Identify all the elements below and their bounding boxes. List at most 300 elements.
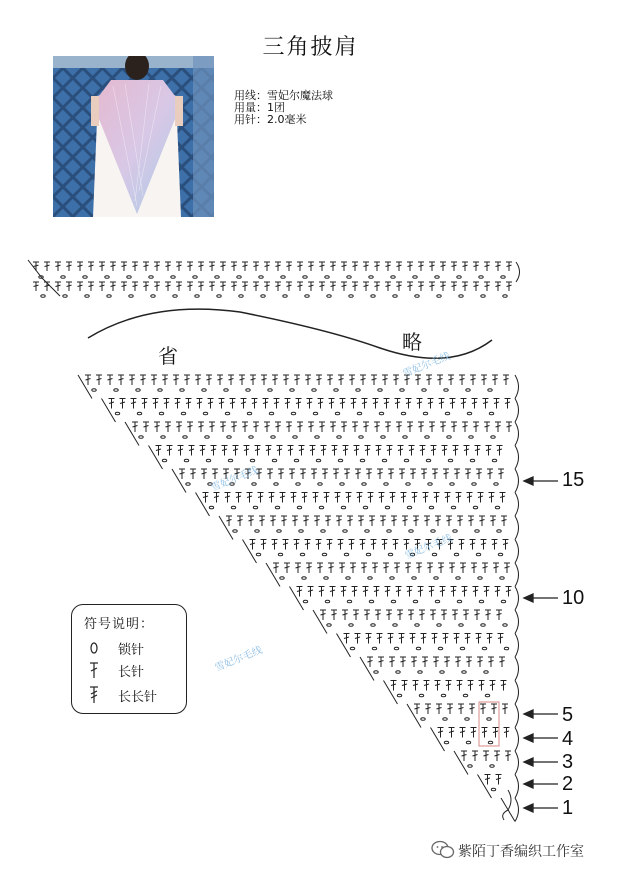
- stitch-double-crochet: [390, 493, 396, 503]
- stitch-double-crochet: [472, 399, 478, 409]
- stitch-chain: [114, 389, 118, 392]
- turning-chain: [515, 657, 519, 681]
- stitch-double-crochet: [198, 282, 204, 291]
- stitch-chain: [338, 459, 342, 462]
- turning-chain: [515, 587, 519, 611]
- stitch-double-crochet: [109, 399, 115, 409]
- stitch-double-crochet: [244, 446, 250, 456]
- stitch-double-crochet: [384, 399, 390, 409]
- stitch-double-crochet: [324, 493, 330, 503]
- stitch-chain: [371, 295, 375, 298]
- stitch-chain: [490, 765, 494, 768]
- stitch-double-crochet: [319, 282, 325, 291]
- stitch-double-crochet: [143, 422, 149, 432]
- stitch-chain: [498, 553, 502, 556]
- stitch-chain: [127, 276, 131, 279]
- stitch-double-crochet: [274, 399, 280, 409]
- stitch-double-crochet: [239, 375, 245, 385]
- stitch-double-crochet: [275, 262, 281, 271]
- stitch-double-crochet: [429, 262, 435, 271]
- stitch-double-crochet: [505, 399, 511, 409]
- stitch-double-crochet: [469, 704, 475, 714]
- stitch-double-crochet: [85, 375, 91, 385]
- stitch-chain: [334, 389, 338, 392]
- stitch-chain: [171, 276, 175, 279]
- stitch-double-crochet: [338, 540, 344, 550]
- stitch-double-crochet: [418, 282, 424, 291]
- stitch-chain: [504, 647, 508, 650]
- stitch-double-crochet: [253, 262, 259, 271]
- stitch-double-crochet: [328, 563, 334, 573]
- stitch-double-crochet: [258, 493, 264, 503]
- stitch-double-crochet: [368, 493, 374, 503]
- stitch-double-crochet: [371, 375, 377, 385]
- stitch-double-crochet: [175, 399, 181, 409]
- stitch-chain: [225, 412, 229, 415]
- stitch-double-crochet: [477, 657, 483, 667]
- stitch-double-crochet: [252, 399, 258, 409]
- stitch-double-crochet: [366, 634, 372, 644]
- stitch-chain: [467, 412, 471, 415]
- stitch-double-crochet: [360, 540, 366, 550]
- stitch-chain: [299, 530, 303, 533]
- legend-title: 符号说明：: [84, 617, 155, 632]
- stitch-chain: [315, 436, 319, 439]
- stitch-chain: [239, 295, 243, 298]
- legend-label: 长针: [118, 665, 145, 680]
- stitch-double-crochet: [465, 634, 471, 644]
- legend-item: [84, 686, 184, 704]
- stitch-double-crochet: [294, 540, 300, 550]
- stitch-double-crochet: [330, 422, 336, 432]
- stitch-double-crochet: [402, 516, 408, 526]
- stitch-double-crochet: [438, 728, 444, 738]
- stitch-chain: [443, 718, 447, 721]
- stitch-chain: [396, 671, 400, 674]
- stitch-double-crochet: [440, 282, 446, 291]
- stitch-chain: [479, 600, 483, 603]
- stitch-double-crochet: [343, 446, 349, 456]
- stitch-double-crochet: [167, 446, 173, 456]
- stitch-double-crochet: [420, 446, 426, 456]
- stitch-chain: [503, 295, 507, 298]
- stitch-double-crochet: [314, 516, 320, 526]
- stitch-chain: [313, 412, 317, 415]
- stitch-double-crochet: [434, 493, 440, 503]
- stitch-chain: [465, 718, 469, 721]
- stitch-double-crochet: [263, 399, 269, 409]
- stitch-chain: [371, 624, 375, 627]
- stitch-double-crochet: [440, 587, 446, 597]
- stitch-double-crochet: [418, 262, 424, 271]
- turning-chain: [515, 563, 519, 587]
- stitch-chain: [394, 647, 398, 650]
- stitch-double-crochet: [391, 516, 397, 526]
- stitch-double-crochet: [305, 540, 311, 550]
- stitch-double-crochet: [351, 399, 357, 409]
- stitch-chain: [488, 741, 492, 744]
- stitch-double-crochet: [261, 540, 267, 550]
- stitch-double-crochet: [341, 282, 347, 291]
- legend-item: [84, 661, 184, 679]
- stitch-chain: [435, 600, 439, 603]
- stitch-chain: [129, 295, 133, 298]
- stitch-chain: [459, 295, 463, 298]
- stitch-double-crochet: [396, 587, 402, 597]
- stitch-double-crochet: [272, 375, 278, 385]
- stitch-double-crochet: [316, 375, 322, 385]
- stitch-double-crochet: [410, 469, 416, 479]
- turning-chain: [515, 422, 519, 446]
- stitch-chain: [374, 671, 378, 674]
- stitch-chain: [139, 436, 143, 439]
- stitch-double-crochet: [154, 282, 160, 291]
- stitch-chain: [453, 530, 457, 533]
- stitch-chain: [272, 459, 276, 462]
- stitch-double-crochet: [374, 587, 380, 597]
- stitch-double-crochet: [484, 587, 490, 597]
- stitch-chain: [357, 412, 361, 415]
- stitch-chain: [151, 295, 155, 298]
- stitch-chain: [422, 389, 426, 392]
- stitch-chain: [415, 624, 419, 627]
- stitch-chain: [365, 530, 369, 533]
- stitch-double-crochet: [377, 469, 383, 479]
- stitch-double-crochet: [380, 516, 386, 526]
- stitch-chain: [246, 389, 250, 392]
- stitch-chain: [435, 276, 439, 279]
- stitch-double-crochet: [99, 262, 105, 271]
- stitch-double-crochet: [372, 563, 378, 573]
- stitch-chain: [136, 389, 140, 392]
- stitch-double-crochet: [66, 282, 72, 291]
- stitch-double-crochet: [280, 493, 286, 503]
- stitch-chain: [463, 694, 467, 697]
- stitch-double-crochet: [416, 563, 422, 573]
- stitch-double-crochet: [121, 262, 127, 271]
- stitch-chain: [441, 694, 445, 697]
- stitch-double-crochet: [495, 587, 501, 597]
- stitch-double-crochet: [450, 399, 456, 409]
- stitch-double-crochet: [399, 469, 405, 479]
- stitch-double-crochet: [220, 282, 226, 291]
- stitch-double-crochet: [208, 399, 214, 409]
- stitch-chain: [233, 530, 237, 533]
- row-arrow: [524, 710, 558, 718]
- stitch-chain: [384, 483, 388, 486]
- stitch-double-crochet: [88, 282, 94, 291]
- stitch-chain: [180, 389, 184, 392]
- stitch-double-crochet: [437, 375, 443, 385]
- stitch-double-crochet: [393, 540, 399, 550]
- stitch-double-crochet: [186, 399, 192, 409]
- stitch-double-crochet: [487, 469, 493, 479]
- stitch-double-crochet: [55, 262, 61, 271]
- stitch-double-crochet: [242, 422, 248, 432]
- stitch-double-crochet: [344, 469, 350, 479]
- stitch-chain: [344, 553, 348, 556]
- stitch-chain: [368, 577, 372, 580]
- stitch-chain: [428, 483, 432, 486]
- omitted-char-2: 略: [402, 330, 422, 354]
- turning-chain: [515, 610, 519, 634]
- symbol-legend: [71, 604, 187, 714]
- stitch-double-crochet: [505, 751, 511, 761]
- stitch-chain: [409, 530, 413, 533]
- amount-line: 用量：1团: [234, 101, 285, 114]
- stitch-double-crochet: [500, 493, 506, 503]
- stitch-double-crochet: [394, 563, 400, 573]
- stitch-double-crochet: [99, 282, 105, 291]
- stitch-double-crochet: [132, 262, 138, 271]
- stitch-double-crochet: [375, 610, 381, 620]
- stitch-chain: [283, 295, 287, 298]
- stitch-double-crochet: [454, 634, 460, 644]
- stitch-double-crochet: [476, 634, 482, 644]
- stitch-chain: [369, 276, 373, 279]
- row-arrow: [524, 594, 558, 602]
- stitch-chain: [437, 295, 441, 298]
- stitch-double-crochet: [436, 704, 442, 714]
- stitch-double-crochet: [385, 587, 391, 597]
- stitch-double-crochet: [187, 282, 193, 291]
- stitch-double-crochet: [481, 540, 487, 550]
- stitch-double-crochet: [451, 587, 457, 597]
- stitch-double-crochet: [294, 375, 300, 385]
- stitch-double-crochet: [341, 262, 347, 271]
- stitch-double-crochet: [449, 728, 455, 738]
- stitch-double-crochet: [317, 563, 323, 573]
- stitch-chain: [413, 276, 417, 279]
- stitch-chain: [382, 459, 386, 462]
- stitch-double-crochet: [415, 375, 421, 385]
- stitch-double-crochet: [369, 516, 375, 526]
- stitch-double-crochet: [382, 540, 388, 550]
- stitch-double-crochet: [121, 282, 127, 291]
- stitch-double-crochet: [457, 681, 463, 691]
- stitch-double-crochet: [358, 516, 364, 526]
- stitch-double-crochet: [506, 282, 512, 291]
- stitch-chain: [237, 276, 241, 279]
- stitch-double-crochet: [264, 282, 270, 291]
- stitch-double-crochet: [355, 634, 361, 644]
- stitch-double-crochet: [247, 493, 253, 503]
- stitch-double-crochet: [438, 563, 444, 573]
- stitch-chain: [491, 788, 495, 791]
- stitch-double-crochet: [459, 375, 465, 385]
- stitch-double-crochet: [502, 704, 508, 714]
- stitch-double-crochet: [336, 516, 342, 526]
- stitch-double-crochet: [377, 634, 383, 644]
- stitch-double-crochet: [413, 516, 419, 526]
- stitch-double-crochet: [209, 422, 215, 432]
- stitch-double-crochet: [409, 446, 415, 456]
- stitch-double-crochet: [461, 399, 467, 409]
- stitch-double-crochet: [473, 282, 479, 291]
- stitch-double-crochet: [360, 375, 366, 385]
- stitch-double-crochet: [446, 681, 452, 691]
- stitch-double-crochet: [379, 493, 385, 503]
- stitch-double-crochet: [219, 399, 225, 409]
- stitch-double-crochet: [307, 399, 313, 409]
- row-label-1: 1: [562, 797, 574, 819]
- stitch-double-crochet: [231, 262, 237, 271]
- stitch-double-crochet: [461, 751, 467, 761]
- turning-chain: [515, 798, 519, 822]
- stitch-chain: [252, 483, 256, 486]
- stitch-double-crochet: [396, 422, 402, 432]
- stitch-chain: [325, 600, 329, 603]
- stitch-double-crochet: [278, 469, 284, 479]
- stitch-double-crochet: [474, 610, 480, 620]
- stitch-double-crochet: [407, 282, 413, 291]
- stitch-double-crochet: [270, 516, 276, 526]
- stitch-chain: [293, 436, 297, 439]
- stitch-chain: [228, 459, 232, 462]
- turning-chain: [515, 751, 519, 775]
- stitch-double-crochet: [165, 422, 171, 432]
- stitch-chain: [347, 600, 351, 603]
- stitch-double-crochet: [385, 262, 391, 271]
- stitch-double-crochet: [162, 375, 168, 385]
- stitch-double-crochet: [492, 540, 498, 550]
- stitch-double-crochet: [107, 375, 113, 385]
- stitch-chain: [494, 483, 498, 486]
- stitch-chain: [305, 295, 309, 298]
- stitch-double-crochet: [209, 262, 215, 271]
- stitch-double-crochet: [425, 704, 431, 714]
- stitch-double-crochet: [457, 516, 463, 526]
- stitch-double-crochet: [494, 751, 500, 761]
- stitch-double-crochet: [308, 262, 314, 271]
- stitch-double-crochet: [462, 262, 468, 271]
- stitch-double-crochet: [118, 375, 124, 385]
- stitch-double-crochet: [396, 282, 402, 291]
- stitch-double-crochet: [338, 375, 344, 385]
- stitch-double-crochet: [493, 728, 499, 738]
- stitch-double-crochet: [388, 469, 394, 479]
- stitch-double-crochet: [206, 375, 212, 385]
- stitch-chain: [500, 577, 504, 580]
- stitch-chain: [425, 436, 429, 439]
- stitch-double-crochet: [407, 262, 413, 271]
- stitch-double-crochet: [291, 493, 297, 503]
- stitch-double-crochet: [503, 540, 509, 550]
- stitch-double-crochet: [397, 610, 403, 620]
- stitch-chain: [255, 530, 259, 533]
- stitch-double-crochet: [391, 681, 397, 691]
- stitch-chain: [107, 295, 111, 298]
- stitch-double-crochet: [464, 446, 470, 456]
- stitch-chain: [379, 412, 383, 415]
- stitch-chain: [193, 276, 197, 279]
- stitch-double-crochet: [330, 587, 336, 597]
- turning-chain: [515, 728, 519, 752]
- stitch-double-crochet: [187, 262, 193, 271]
- stitch-double-crochet: [211, 446, 217, 456]
- stitch-double-crochet: [496, 610, 502, 620]
- turning-chain: [515, 704, 519, 728]
- stitch-double-crochet: [506, 587, 512, 597]
- stitch-double-crochet: [275, 422, 281, 432]
- stitch-double-crochet: [501, 516, 507, 526]
- wechat-icon: [431, 840, 455, 860]
- stitch-double-crochet: [501, 681, 507, 691]
- stitch-chain: [322, 553, 326, 556]
- stitch-double-crochet: [427, 563, 433, 573]
- stitch-chain: [85, 295, 89, 298]
- stitch-double-crochet: [342, 610, 348, 620]
- stitch-double-crochet: [283, 375, 289, 385]
- stitch-chain: [337, 436, 341, 439]
- stitch-double-crochet: [484, 282, 490, 291]
- stitch-chain: [362, 483, 366, 486]
- stitch-double-crochet: [129, 375, 135, 385]
- stitch-double-crochet: [496, 775, 502, 785]
- stitch-double-crochet: [418, 422, 424, 432]
- stitch-double-crochet: [341, 587, 347, 597]
- stitch-double-crochet: [495, 282, 501, 291]
- stitch-double-crochet: [363, 422, 369, 432]
- stitch-double-crochet: [385, 282, 391, 291]
- stitch-double-crochet: [318, 399, 324, 409]
- stitch-chain: [359, 436, 363, 439]
- stitch-chain: [391, 600, 395, 603]
- stitch-double-crochet: [445, 493, 451, 503]
- stitch-chain: [173, 295, 177, 298]
- stitch-double-crochet: [431, 446, 437, 456]
- stitch-double-crochet: [269, 493, 275, 503]
- stitch-double-crochet: [55, 282, 61, 291]
- stitch-double-crochet: [297, 422, 303, 432]
- stitch-double-crochet: [286, 282, 292, 291]
- stitch-double-crochet: [451, 422, 457, 432]
- stitch-double-crochet: [266, 446, 272, 456]
- stitch-double-crochet: [389, 657, 395, 667]
- stitch-double-crochet: [255, 446, 261, 456]
- stitch-double-crochet: [443, 469, 449, 479]
- stitch-double-crochet: [352, 587, 358, 597]
- footer-studio: 紫陌丁香编织工作室: [458, 844, 584, 860]
- stitch-double-crochet: [295, 563, 301, 573]
- stitch-chain: [105, 276, 109, 279]
- stitch-double-crochet: [449, 563, 455, 573]
- stitch-double-crochet: [491, 704, 497, 714]
- stitch-chain: [466, 741, 470, 744]
- stitch-double-crochet: [110, 282, 116, 291]
- stitch-double-crochet: [189, 446, 195, 456]
- stitch-chain: [247, 412, 251, 415]
- stitch-double-crochet: [439, 399, 445, 409]
- stitch-chain: [261, 295, 265, 298]
- turning-chain: [515, 681, 519, 705]
- stitch-double-crochet: [479, 516, 485, 526]
- stitch-double-crochet: [320, 610, 326, 620]
- turning-chain: [516, 262, 520, 282]
- stitch-double-crochet: [483, 751, 489, 761]
- stitch-chain: [360, 459, 364, 462]
- stitch-double-crochet: [504, 563, 510, 573]
- stitch-double-crochet: [332, 446, 338, 456]
- stitch-double-crochet: [311, 469, 317, 479]
- stitch-double-crochet: [201, 469, 207, 479]
- stitch-double-crochet: [447, 704, 453, 714]
- stitch-chain: [343, 530, 347, 533]
- stitch-double-crochet: [225, 493, 231, 503]
- stitch-double-crochet: [142, 399, 148, 409]
- stitch-chain: [347, 276, 351, 279]
- stitch-chain: [349, 295, 353, 298]
